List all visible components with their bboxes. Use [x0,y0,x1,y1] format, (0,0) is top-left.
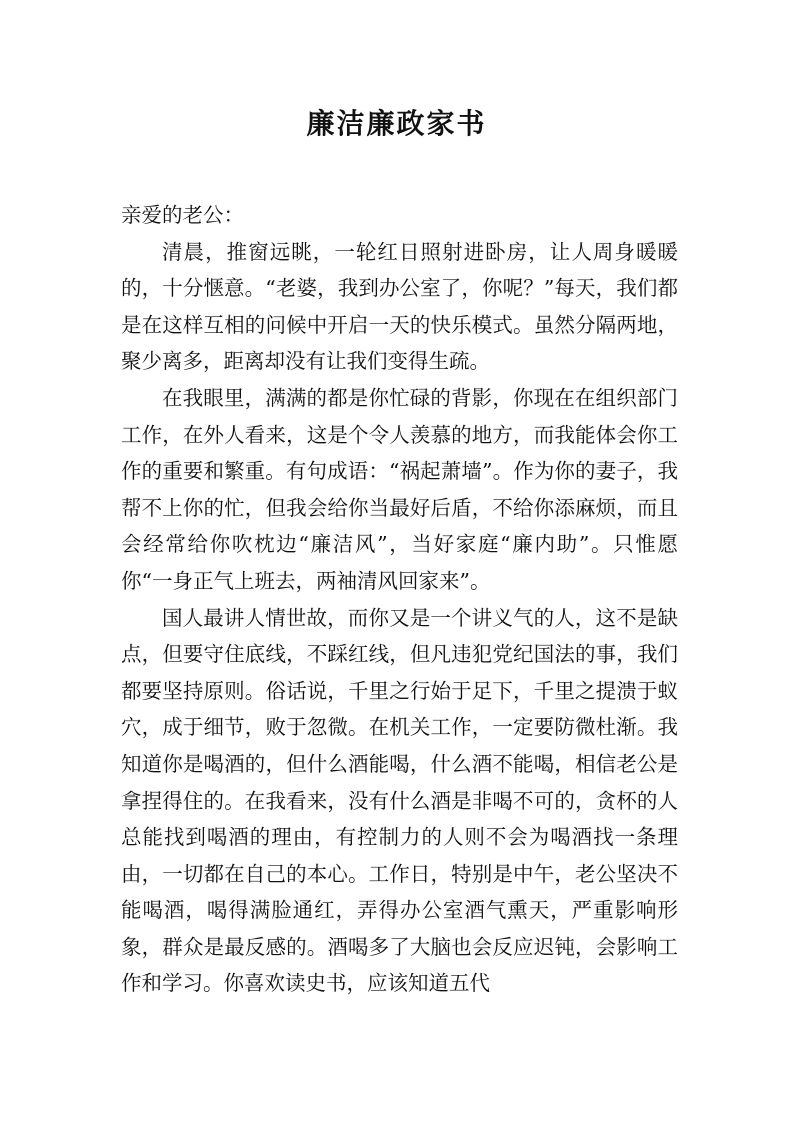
salutation: 亲爱的老公： [121,203,244,227]
paragraph-3: 国人最讲人情世故，而你又是一个讲义气的人，这不是缺点，但要守住底线，不踩红线，但凡违犯党纪国法的事，我们都要坚持原则。俗话说，千里之行始于足下，千里之提溃于蚁穴，成于细节，败于忽微。在机关工作，一定要防微杜渐。我知道你是喝酒的，但什么酒能喝，什么酒不能喝，相信老公是拿捏得住的。在我看来，没有什么酒是非喝不可的，贪杯的人总能找到喝酒的理由，有控制力的人则不会为喝酒找一条理由，一切都在自己的本心。工作日，特别是中午，老公坚决不能喝酒，喝得满脸通红，弄得办公室酒气熏天，严重影响形象，群众是最反感的。酒喝多了大脑也会反应迟钝，会影响工作和学习。你喜欢读史书，应该知道五代 [121,605,678,996]
paragraph-2: 在我眼里，满满的都是你忙碌的背影，你现在在组织部门工作，在外人看来，这是个令人羡慕的地方，而我能体会你工作的重要和繁重。有句成语：“祸起萧墙”。作为你的妻子，我帮不上你的忙，但我会给你当最好后盾，不给你添麻烦，而且会经常给你吹枕边“廉洁风”，当好家庭“廉内助”。只惟愿你“一身正气上班去，两袖清风回家来”。 [121,385,678,593]
letter-body [121,197,678,1002]
page-title: 廉洁廉政家书 [306,107,487,140]
paragraph-1: 清晨，推窗远眺，一轮红日照射进卧房，让人周身暖暖的，十分惬意。“老婆，我到办公室了，你呢？”每天，我们都是在这样互相的问候中开启一天的快乐模式。虽然分隔两地，聚少离多，距离却没有让我们变得生疏。 [121,239,678,374]
